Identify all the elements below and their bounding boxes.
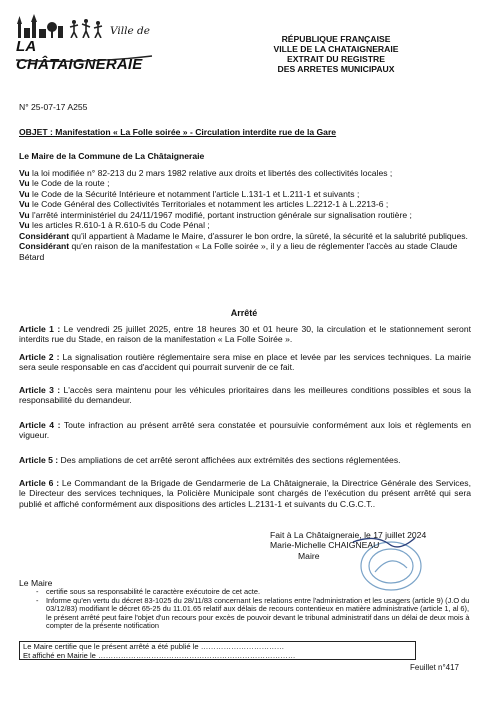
article-4 (19, 420, 471, 441)
visa-item (19, 178, 471, 188)
note-item: - certifie sous sa responsabilité le caractère exécutoire de cet acte. (46, 588, 472, 597)
logo-swoosh-icon (14, 54, 154, 64)
article-5 (19, 455, 471, 465)
visa-item (19, 210, 471, 220)
article-text: Le vendredi 25 juillet 2025, entre 18 heures 30 et 01 heure 30, la circulation et le stationnement seront interdits rue du Stade, en raison de la manifestation « La Folle Soirée ». (19, 324, 471, 345)
signatory-name: Marie-Michelle CHAIGNEAU (270, 540, 380, 551)
article-label: Article 1 : (19, 324, 61, 334)
town-skyline-icon (14, 14, 114, 38)
objet-line: OBJET : Manifestation « La Folle soirée » - Circulation interdite rue de la Gare (19, 127, 337, 137)
header-extrait: EXTRAIT DU REGISTRE (287, 54, 385, 65)
considerant-item (19, 241, 471, 262)
arrete-title: Arrêté (230, 308, 258, 318)
feuillet-number: Feuillet n°417 (410, 663, 460, 672)
note-item: - Informe qu'en vertu du décret 83-1025 du 28/11/83 concernant les relations entre l'administration et les usagers (article 9) (J.O du 03/12/83) modifiant le décret 65-25 du 11.01.65 relatif aux délais de recours contentieux en matière administrative (article 1, al 6), le présent arrêté peut faire l'objet d'un recours pour excès de pouvoir devant le tribunal administratif dans un délai de deux mois à compter de la présente notification (46, 597, 472, 631)
article-3 (19, 385, 471, 406)
certification-box (19, 641, 416, 660)
signature-block (270, 530, 430, 561)
article-1 (19, 324, 471, 345)
visa-item (19, 199, 471, 209)
header-registre: DES ARRETES MUNICIPAUX (277, 64, 395, 75)
article-text: La signalisation routière réglementaire sera mise en place et levée par les services techniques. La mairie sera seule responsable en cas d'accident qui pourrait survenir de ce fait. (19, 352, 471, 373)
visa-text: la loi modifiée n° 82-213 du 2 mars 1982 relative aux droits et libertés des collectivités locales ; (29, 168, 393, 178)
arrete-number: N° 25-07-17 A255 (19, 102, 88, 112)
logo-ville-de: Ville de (110, 25, 150, 37)
maire-title: Le Maire de la Commune de La Châtaigneraie (19, 151, 205, 161)
considerant-item (19, 231, 471, 241)
notes-title: Le Maire (19, 578, 53, 588)
article-text: Toute infraction au présent arrêté sera constatée et poursuivie conformément aux lois et règlements en vigueur. (19, 420, 471, 441)
visa-keyword: Vu (19, 178, 30, 189)
visa-text: le Code Général des Collectivités Territoriales et notamment les articles L.2212-1 à L.2213-6 ; (29, 199, 389, 210)
visa-text: l'arrêté interministériel du 24/11/1967 modifié, portant instruction générale sur signalisation routière ; (29, 209, 412, 220)
visa-keyword: Vu (19, 209, 30, 220)
header-ville: VILLE DE LA CHATAIGNERAIE (273, 44, 399, 55)
visa-keyword: Vu (19, 168, 30, 178)
visa-text: le Code de la route ; (29, 178, 110, 189)
town-logo (14, 14, 154, 74)
visa-text: le Code de la Sécurité Intérieure et notamment l'article L.131-1 et L.211-1 et suivants ; (29, 188, 360, 199)
visas-list (19, 168, 471, 262)
article-label: Article 6 : (19, 478, 60, 488)
article-label: Article 4 : (19, 420, 61, 430)
document-header (236, 34, 436, 75)
logo-town-name: LA CHÂTAIGNERAIE (16, 38, 143, 74)
article-text: Des ampliations de cet arrêté seront affichées aux extrémités des sections réglementées. (58, 455, 401, 465)
article-text: Le Commandant de la Brigade de Gendarmerie de La Châtaigneraie, la Directrice Générale des Services, le Directeur des services techniques, la Policière Municipale sont chargés de l'exécution du présent arrêté qui sera publié et affiché conformément aux dispositions des articles L.2131-1 et suivants du C.G.C.T.. (19, 478, 471, 509)
article-label: Article 5 : (19, 455, 59, 465)
visa-item (19, 168, 471, 178)
article-2 (19, 352, 471, 373)
visa-keyword: Vu (19, 188, 30, 199)
visa-item (19, 189, 471, 199)
certif-affiche-line: Et affiché en Mairie le …………………………………………………………………… (23, 650, 296, 660)
visa-keyword: Vu (19, 199, 30, 210)
certif-publie-line: Le Maire certifie que le présent arrêté a été publié le …………………………… (23, 642, 285, 651)
signatory-role: Maire (298, 550, 320, 561)
fait-line: Fait à La Châtaigneraie, le 17 juillet 2024 (270, 530, 427, 540)
visa-keyword: Vu (19, 220, 30, 231)
notes-list (36, 588, 472, 631)
visa-text: les articles R.610-1 à R.610-5 du Code Pénal ; (29, 220, 210, 231)
article-6 (19, 478, 471, 509)
considerant-text: qu'en raison de la manifestation « La Folle soirée », il y a lieu de réglementer l'accès au stade Claude Bétard (19, 241, 458, 262)
considerant-keyword: Considérant (19, 241, 70, 252)
header-republique: RÉPUBLIQUE FRANÇAISE (281, 34, 391, 44)
article-label: Article 2 : (19, 352, 60, 362)
considerant-keyword: Considérant (19, 230, 70, 241)
visa-item (19, 220, 471, 230)
article-label: Article 3 : (19, 385, 61, 395)
article-text: L'accès sera maintenu pour les véhicules prioritaires dans les meilleures conditions possibles et sous la responsabilité du demandeur. (19, 385, 471, 406)
considerant-text: qu'il appartient à Madame le Maire, d'assurer le bon ordre, la sûreté, la sécurité et la salubrité publiques. (69, 230, 468, 241)
